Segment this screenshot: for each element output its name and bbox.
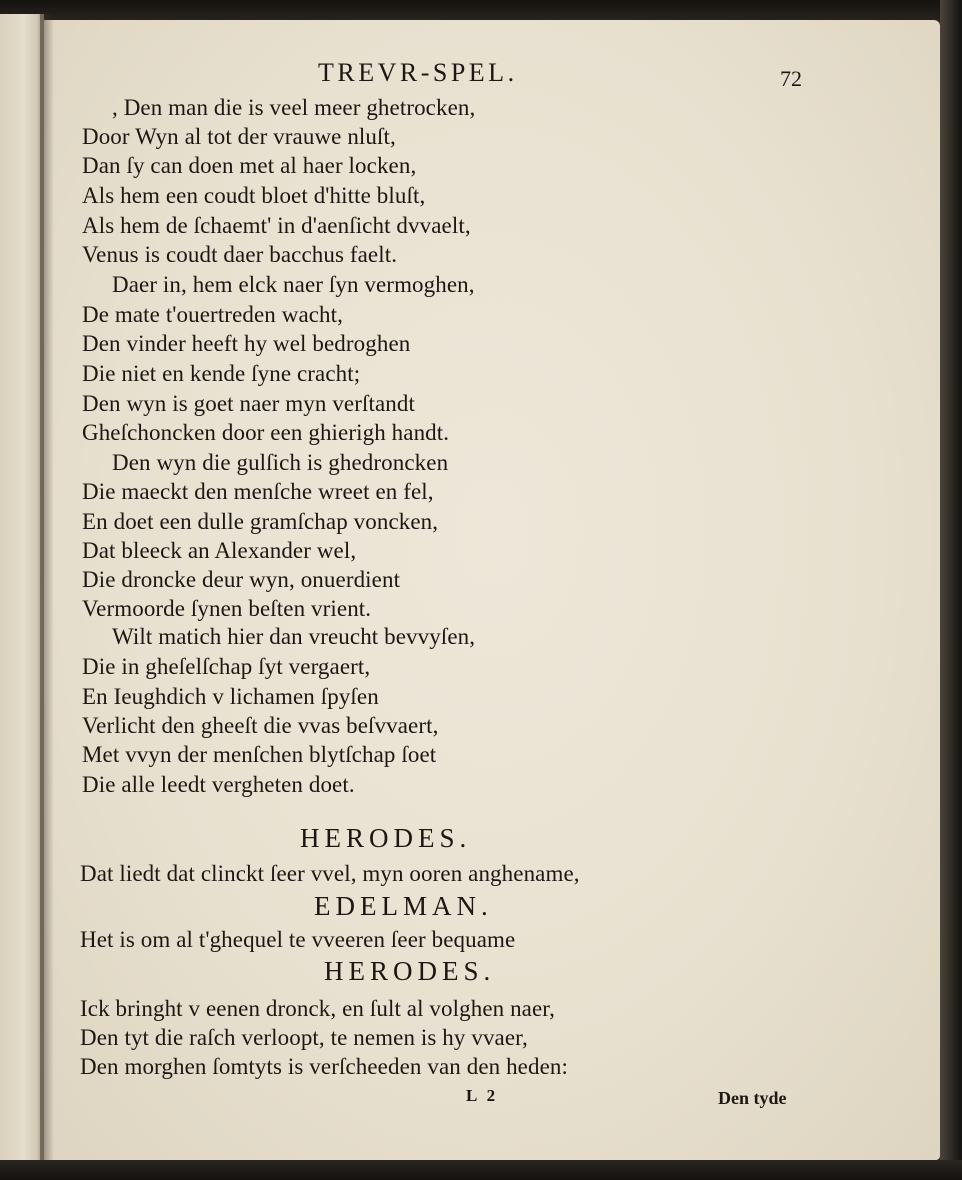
verse-line: , Den man die is veel meer ghetrocken, [112, 95, 476, 120]
verse-line: Dan ſy can doen met al haer locken, [82, 153, 417, 178]
verse-line: Den wyn is goet naer myn verſtandt [82, 391, 415, 416]
catchword: Den tyde [718, 1088, 787, 1108]
verse-line: Door Wyn al tot der vrauwe nluſt, [82, 124, 396, 149]
verse-line: Den wyn die gulſich is ghedroncken [112, 450, 449, 475]
verse-line: Met vvyn der menſchen blytſchap ſoet [82, 742, 437, 767]
verse-line: De mate t'ouertreden wacht, [82, 302, 344, 327]
dialogue-line: Den morghen ſomtyts is verſcheeden van den heden: [80, 1054, 568, 1079]
verse-line: Die maeckt den menſche wreet en fel, [82, 479, 434, 504]
verse-line: Wilt matich hier dan vreucht bevvyſen, [112, 624, 476, 649]
verse-line: Daer in, hem elck naer ſyn vermoghen, [112, 272, 475, 297]
page-edge-bottom [0, 1160, 962, 1180]
speaker-heading: HERODES. [300, 823, 472, 853]
verse-line: Den vinder heeft hy wel bedroghen [82, 331, 411, 356]
verse-line: Als hem een coudt bloet d'hitte bluſt, [82, 183, 426, 208]
gutter-shadow [40, 14, 54, 1180]
page-edge-right [940, 0, 962, 1180]
running-head: TREVR-SPEL. [318, 58, 518, 87]
dialogue-line: Het is om al t'ghequel te vveeren ſeer bequame [80, 927, 516, 952]
verse-line: Die alle leedt vergheten doet. [82, 772, 355, 797]
verse-line: Die niet en kende ſyne cracht; [82, 361, 361, 386]
verse-line: Verlicht den gheeſt die vvas beſvvaert, [82, 713, 439, 738]
speaker-heading: EDELMAN. [314, 891, 493, 921]
facing-page-edge [0, 14, 44, 1180]
verse-line: Die in gheſelſchap ſyt vergaert, [82, 654, 371, 679]
verse-line: Vermoorde ſynen beſten vrient. [82, 596, 372, 621]
verse-line: En doet een dulle gramſchap voncken, [82, 509, 439, 534]
page-number: 72 [780, 66, 802, 91]
verse-line: Gheſchoncken door een ghierigh handt. [82, 420, 450, 445]
verse-line: Dat bleeck an Alexander wel, [82, 538, 357, 563]
dialogue-line: Dat liedt dat clinckt ſeer vvel, myn ooren anghename, [80, 861, 580, 886]
verse-line: En Ieughdich v lichamen ſpyſen [82, 684, 379, 709]
dialogue-line: Den tyt die raſch verloopt, te nemen is hy vvaer, [80, 1025, 528, 1050]
verse-line: Venus is coudt daer bacchus faelt. [82, 242, 398, 267]
verse-line: Die droncke deur wyn, onuerdient [82, 567, 401, 592]
dialogue-line: Ick bringht v eenen dronck, en ſult al volghen naer, [80, 996, 555, 1021]
speaker-heading: HERODES. [324, 956, 496, 986]
signature-mark: L 2 [466, 1086, 499, 1105]
verse-line: Als hem de ſchaemt' in d'aenſicht dvvaelt, [82, 213, 471, 238]
